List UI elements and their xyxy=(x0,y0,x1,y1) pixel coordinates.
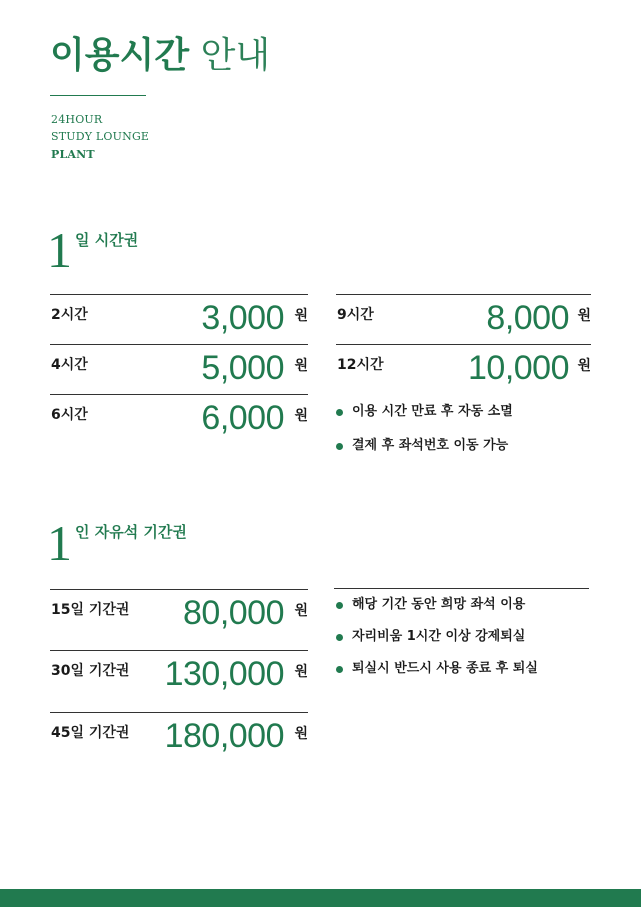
page-title xyxy=(50,34,270,78)
period-notes xyxy=(334,597,538,677)
price-row-label: 30일 기간권 xyxy=(51,663,130,679)
title-divider xyxy=(50,95,146,96)
price-value: 3,000 xyxy=(201,299,284,337)
footer-bar xyxy=(0,889,641,907)
section-period-title: 인 자유석 기간권 xyxy=(75,523,187,541)
price-row xyxy=(50,589,308,650)
price-unit: 원 xyxy=(294,603,308,619)
price-value: 80,000 xyxy=(183,594,284,632)
price-value: 10,000 xyxy=(468,349,569,387)
price-row-label: 15일 기간권 xyxy=(51,602,130,618)
price-value: 180,000 xyxy=(164,717,284,755)
price-row-label: 9시간 xyxy=(337,307,374,323)
price-row xyxy=(50,294,308,345)
daily-notes xyxy=(334,404,513,454)
note-item xyxy=(334,404,513,420)
subtitle-line-1: 24HOUR xyxy=(51,113,103,126)
note-item xyxy=(334,661,538,677)
price-row xyxy=(50,712,308,773)
price-row xyxy=(336,294,591,345)
bullet-dot-icon xyxy=(336,602,343,609)
price-row xyxy=(50,650,308,711)
note-text: 결제 후 좌석번호 이동 가능 xyxy=(352,438,509,453)
price-unit: 원 xyxy=(294,358,308,374)
note-item xyxy=(334,597,538,613)
note-text: 이용 시간 만료 후 자동 소멸 xyxy=(352,404,513,419)
price-value: 6,000 xyxy=(201,399,284,437)
price-unit: 원 xyxy=(294,726,308,742)
note-text: 해당 기간 동안 희망 좌석 이용 xyxy=(352,597,526,612)
subtitle-line-3: PLANT xyxy=(51,148,95,161)
price-row xyxy=(50,394,308,445)
price-unit: 원 xyxy=(294,664,308,680)
price-unit: 원 xyxy=(577,358,591,374)
price-row-label: 12시간 xyxy=(337,357,384,373)
price-row xyxy=(336,344,591,395)
price-row xyxy=(50,344,308,395)
bullet-dot-icon xyxy=(336,666,343,673)
price-unit: 원 xyxy=(294,308,308,324)
notes-divider xyxy=(334,588,589,589)
page-title-bold: 이용시간 xyxy=(50,35,190,76)
page-title-light: 안내 xyxy=(200,35,271,76)
price-value: 8,000 xyxy=(486,299,569,337)
price-unit: 원 xyxy=(294,408,308,424)
price-row-label: 2시간 xyxy=(51,307,88,323)
section-daily-title: 일 시간권 xyxy=(75,231,139,249)
note-item xyxy=(334,438,513,454)
price-row-label: 6시간 xyxy=(51,407,88,423)
note-text: 자리비움 1시간 이상 강제퇴실 xyxy=(352,629,526,644)
note-item xyxy=(334,629,538,645)
section-daily-number: 1 xyxy=(47,222,72,278)
price-value: 5,000 xyxy=(201,349,284,387)
price-row-label: 4시간 xyxy=(51,357,88,373)
bullet-dot-icon xyxy=(336,634,343,641)
section-period-number: 1 xyxy=(47,515,72,571)
bullet-dot-icon xyxy=(336,443,343,450)
price-unit: 원 xyxy=(577,308,591,324)
note-text: 퇴실시 반드시 사용 종료 후 퇴실 xyxy=(352,661,538,676)
subtitle-line-2: STUDY LOUNGE xyxy=(51,130,150,143)
price-row-label: 45일 기간권 xyxy=(51,725,130,741)
price-value: 130,000 xyxy=(164,655,284,693)
bullet-dot-icon xyxy=(336,409,343,416)
